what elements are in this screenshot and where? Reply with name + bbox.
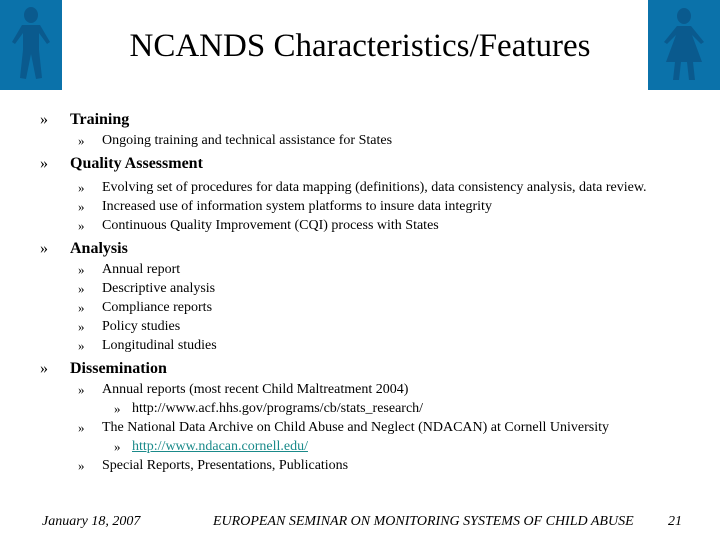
list-item: » Policy studies xyxy=(78,319,181,334)
bullet-icon: » xyxy=(78,281,85,296)
bullet-icon: » xyxy=(78,262,85,277)
bullet-icon: » xyxy=(78,199,85,214)
list-item: » Special Reports, Presentations, Publications xyxy=(78,458,349,473)
slide-content xyxy=(40,110,690,473)
bullet-icon: » xyxy=(114,439,121,454)
list-item: » Ongoing training and technical assistance for States xyxy=(78,133,393,148)
bullet-icon: » xyxy=(114,401,121,416)
bullet-icon: » xyxy=(40,240,48,257)
list-item: » Descriptive analysis xyxy=(78,281,216,296)
bullet-icon: » xyxy=(78,338,85,353)
bullet-icon: » xyxy=(78,218,85,233)
bullet-icon: » xyxy=(40,360,48,377)
ndacan-link[interactable]: http://www.ndacan.cornell.edu/ xyxy=(132,439,308,454)
section-heading-dissemination: » Dissemination xyxy=(40,360,167,377)
bullet-icon: » xyxy=(78,300,85,315)
bullet-icon: » xyxy=(78,420,85,435)
list-item: » Annual report xyxy=(78,262,181,277)
bullet-icon: » xyxy=(78,382,85,397)
bullet-icon: » xyxy=(40,155,48,172)
bullet-icon: » xyxy=(78,133,85,148)
bullet-icon: » xyxy=(78,319,85,334)
footer-date: January 18, 2007 xyxy=(42,514,141,529)
page-number: 21 xyxy=(668,514,682,529)
list-item: » The National Data Archive on Child Abuse and Neglect (NDACAN) at Cornell University xyxy=(78,420,609,435)
list-item: » Continuous Quality Improvement (CQI) process with States xyxy=(78,218,439,233)
acf-url-text: http://www.acf.hhs.gov/programs/cb/stats_research/ xyxy=(132,401,424,416)
bullet-icon: » xyxy=(78,180,85,195)
section-heading-training: » Training xyxy=(40,111,130,128)
list-subitem xyxy=(40,440,690,454)
section-heading-quality-assessment: » Quality Assessment xyxy=(40,155,203,172)
bullet-icon: » xyxy=(78,458,85,473)
list-item: » Evolving set of procedures for data mapping (definitions), data consistency analysis, data review. xyxy=(78,180,647,195)
list-item: » Increased use of information system platforms to insure data integrity xyxy=(78,199,492,214)
list-subitem xyxy=(40,402,690,416)
bullet-icon: » xyxy=(40,111,48,128)
list-item: » Compliance reports xyxy=(78,300,213,315)
section-heading-analysis: » Analysis xyxy=(40,240,128,257)
slide-title: NCANDS Characteristics/Features xyxy=(129,28,591,64)
list-item: » Longitudinal studies xyxy=(78,338,217,353)
list-item: » Annual reports (most recent Child Maltreatment 2004) xyxy=(78,382,409,397)
footer-event: EUROPEAN SEMINAR ON MONITORING SYSTEMS OF CHILD ABUSE xyxy=(213,514,634,529)
